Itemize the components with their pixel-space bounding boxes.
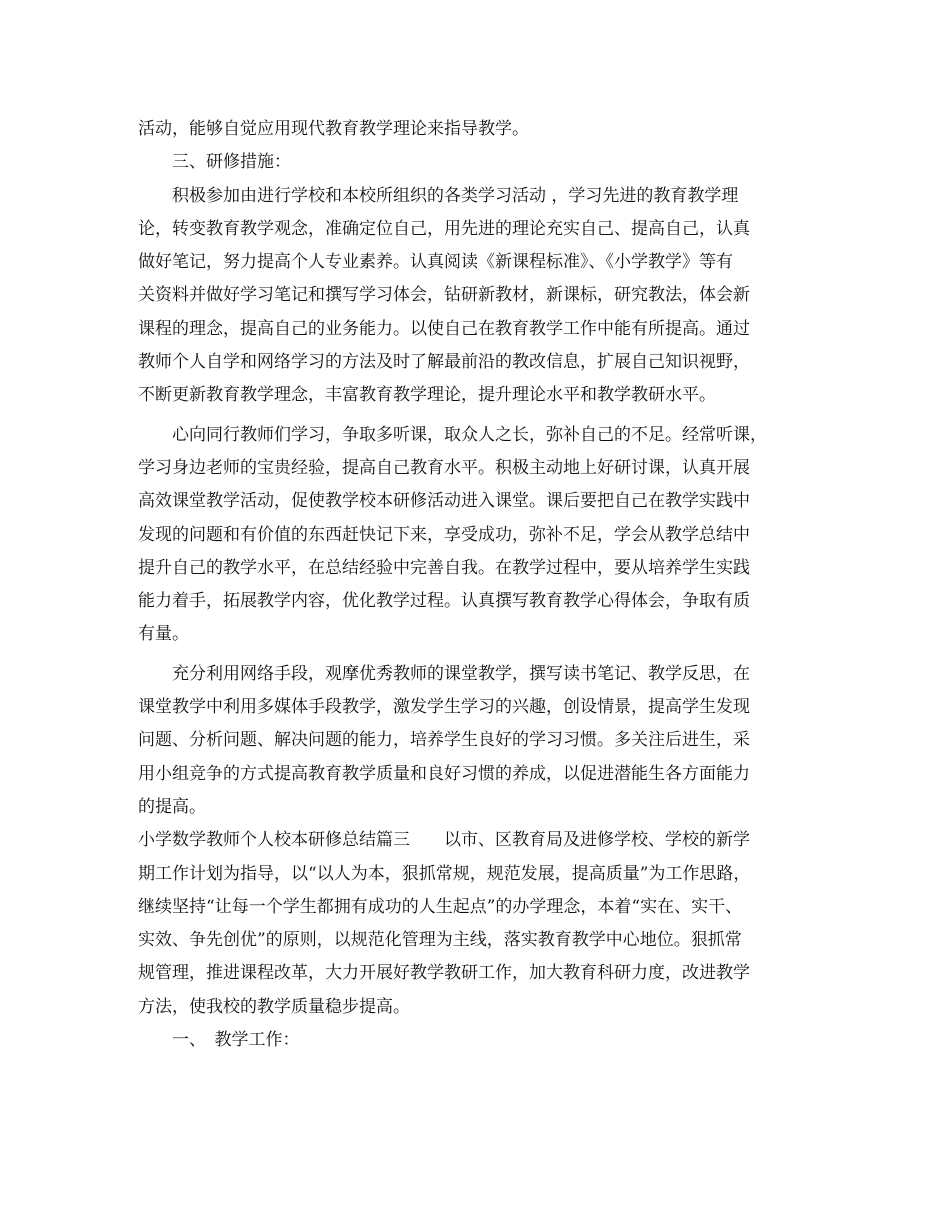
text-line: 关资料并做好学习笔记和撰写学习体会，钻研新教材，新课标，研究教法，体会新 <box>138 285 750 306</box>
text-line: 继续坚持“让每一个学生都拥有成功的人生起点”的办学理念，本着“实在、实干、 <box>138 896 743 917</box>
text-line: 提升自己的教学水平，在总结经验中完善自我。在教学过程中，要从培养学生实践 <box>138 557 750 578</box>
text-line: 高效课堂教学活动，促使教学校本研修活动进入课堂。课后要把自己在教学实践中 <box>138 491 750 512</box>
text-line: 规管理，推进课程改革，大力开展好教学教研工作，加大教育科研力度，改进教学 <box>138 963 750 984</box>
text-line: 有量。 <box>138 624 189 645</box>
text-line: 课程的理念，提高自己的业务能力。以使自己在教育教学工作中能有所提高。通过 <box>138 318 750 339</box>
text-line: 实效、争先创优”的原则，以规范化管理为主线，落实教育教学中心地位。狠抓常 <box>138 930 742 951</box>
article-title: 小学数学教师个人校本研修总结篇三 <box>138 830 410 851</box>
text-line: 期工作计划为指导，以“以人为本，狠抓常规，规范发展，提高质量”为工作思路， <box>138 863 751 884</box>
text-line: 充分利用网络手段，观摩优秀教师的课堂教学，撰写读书笔记、教学反思，在 <box>172 663 750 684</box>
section-heading-teaching-work: 一、 教学工作： <box>172 1030 300 1051</box>
text-line: 心向同行教师们学习，争取多听课，取众人之长，弥补自己的不足。经常听课， <box>172 424 767 445</box>
text-line: 课堂教学中利用多媒体手段教学，激发学生学习的兴趣，创设情景，提高学生发现 <box>138 697 750 718</box>
text-line: 方法，使我校的教学质量稳步提高。 <box>138 996 410 1017</box>
text-line: 学习身边老师的宝贵经验，提高自己教育水平。积极主动地上好研讨课，认真开展 <box>138 457 750 478</box>
text-line: 活动，能够自觉应用现代教育教学理论来指导教学。 <box>138 119 529 139</box>
text-line: 能力着手，拓展教学内容，优化教学过程。认真撰写教育教学心得体会，争取有质 <box>138 591 750 612</box>
text-line: 用小组竞争的方式提高教育教学质量和良好习惯的养成，以促进潜能生各方面能力 <box>138 763 750 784</box>
section-heading-measures: 三、研修措施： <box>172 152 291 173</box>
text-line: 做好笔记，努力提高个人专业素养。认真阅读《新课程标准》、《小学教学》等有 <box>138 252 733 273</box>
text-line: 发现的问题和有价值的东西赶快记下来，享受成功，弥补不足，学会从教学总结中 <box>138 524 750 545</box>
text-line-with-title <box>138 824 820 857</box>
text-line: 积极参加由进行学校和本校所组织的各类学习活动 ，学习先进的教育教学理 <box>172 185 739 206</box>
text-fragment: 以市、区教育局及进修学校、学校的新学 <box>444 830 750 851</box>
text-line: 问题、分析问题、解决问题的能力，培养学生良好的学习习惯。多关注后进生，采 <box>138 730 750 751</box>
text-line: 教师个人自学和网络学习的方法及时了解最前沿的教改信息，扩展自己知识视野， <box>138 352 750 373</box>
text-line: 不断更新教育教学理念，丰富教育教学理论，提升理论水平和教学教研水平。 <box>138 385 716 406</box>
text-line: 论，转变教育教学观念，准确定位自己，用先进的理论充实自己、提高自己，认真 <box>138 218 750 239</box>
text-line: 的提高。 <box>138 796 206 817</box>
